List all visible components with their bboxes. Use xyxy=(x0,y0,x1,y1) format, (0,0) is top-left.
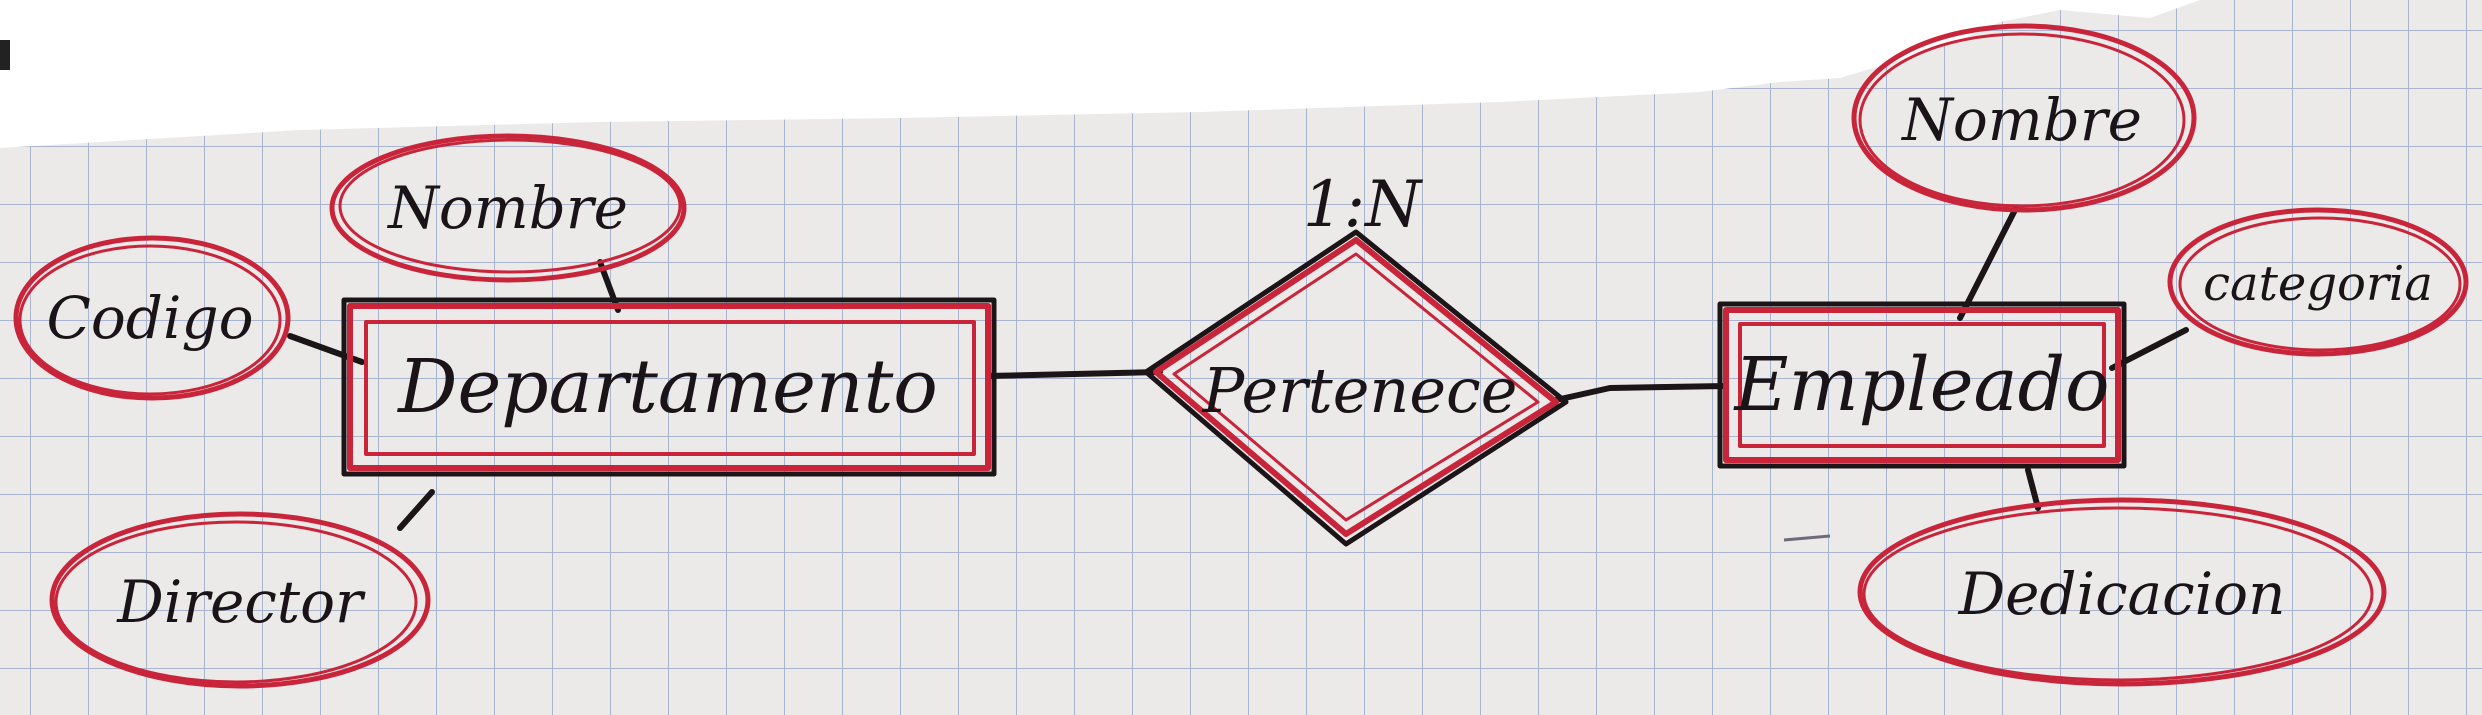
attribute-nombre-departamento-label: Nombre xyxy=(388,174,628,242)
attribute-director-label: Director xyxy=(117,568,363,636)
relationship-pertenece-label: Pertenece xyxy=(1202,354,1518,427)
attribute-categoria-label: categoria xyxy=(2203,256,2433,312)
attribute-codigo-label: Codigo xyxy=(46,284,254,352)
entity-departamento-label: Departamento xyxy=(398,344,938,430)
attribute-nombre-empleado-label: Nombre xyxy=(1902,86,2142,154)
attribute-dedicacion-label: Dedicacion xyxy=(1958,560,2286,628)
line-departamento-pertenece xyxy=(988,372,1160,376)
entity-empleado-label: Empleado xyxy=(1734,342,2110,428)
cardinality-label: 1:N xyxy=(1302,168,1422,242)
